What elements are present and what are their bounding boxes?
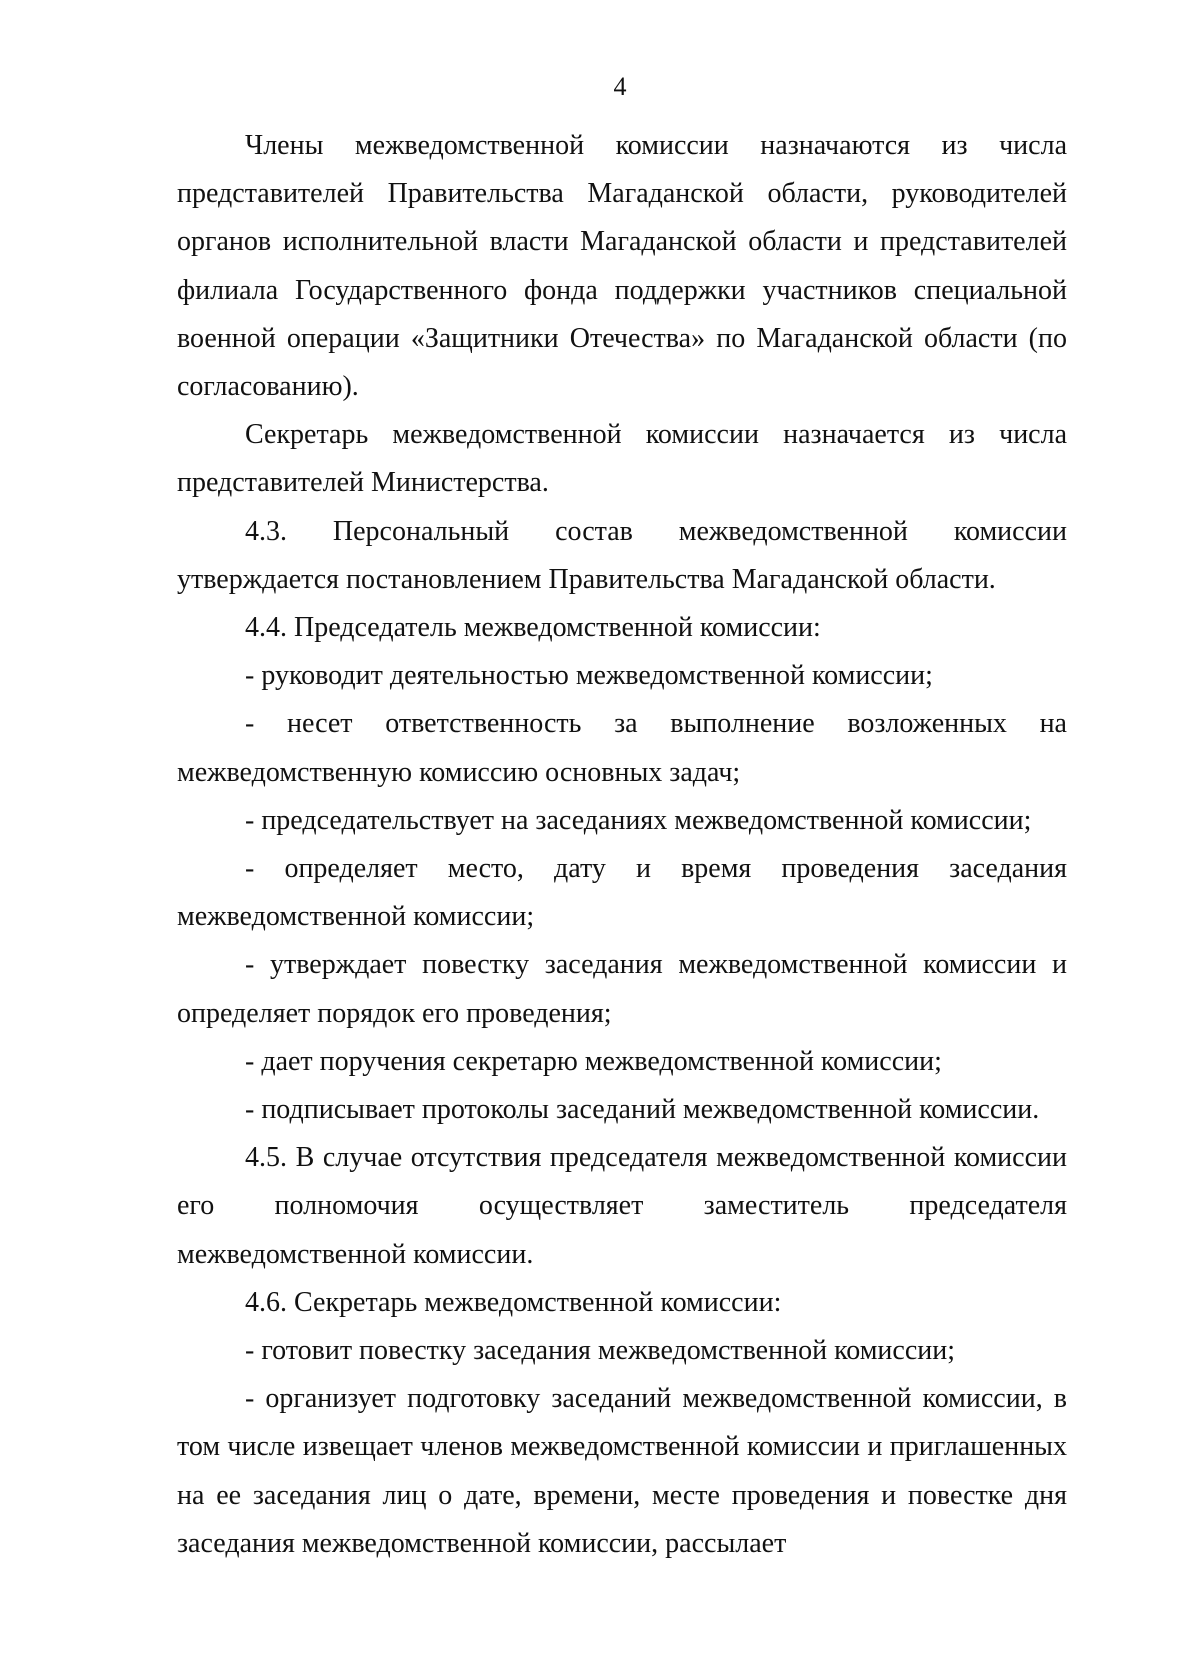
paragraph-4-4-heading: 4.4. Председатель межведомственной комиссии: — [245, 612, 821, 644]
list-item-chair-leads: - руководит деятельностью межведомственной комиссии; — [245, 660, 933, 692]
document-body — [177, 122, 1067, 1568]
paragraph-4-6-heading: 4.6. Секретарь межведомственной комиссии: — [245, 1286, 782, 1318]
paragraph-secretary-appointment: Секретарь межведомственной комиссии назначается из числа представителей Министерства. — [177, 419, 1067, 499]
paragraph-4-3: 4.3. Персональный состав межведомственной комиссии утверждается постановлением Правительства Магаданской области. — [177, 515, 1067, 595]
paragraph-members: Члены межведомственной комиссии назначаются из числа представителей Правительства Магаданской области, руководителей органов исполнительной власти Магаданской области и представителей филиала Государственного фонда поддержки участников специальной военной операции «Защитники Отечества» по Магаданской области (по согласованию). — [177, 130, 1067, 403]
list-item-chair-signs: - подписывает протоколы заседаний межведомственной комиссии. — [245, 1094, 1040, 1126]
list-item-chair-responsible: - несет ответственность за выполнение возложенных на межведомственную комиссию основных задач; — [177, 708, 1067, 788]
list-item-chair-approves-agenda: - утверждает повестку заседания межведомственной комиссии и определяет порядок его проведения; — [177, 949, 1067, 1029]
paragraph-4-5: 4.5. В случае отсутствия председателя межведомственной комиссии его полномочия осуществляет заместитель председателя межведомственной комиссии. — [177, 1142, 1067, 1270]
list-item-secretary-agenda: - готовит повестку заседания межведомственной комиссии; — [245, 1335, 956, 1367]
list-item-chair-sets-meeting: - определяет место, дату и время проведения заседания межведомственной комиссии; — [177, 853, 1067, 933]
page-number: 4 — [613, 72, 627, 101]
list-item-chair-instructs: - дает поручения секретарю межведомственной комиссии; — [245, 1045, 942, 1077]
list-item-secretary-organizes: - организует подготовку заседаний межведомственной комиссии, в том числе извещает членов межведомственной комиссии и приглашенных на ее заседания лиц о дате, времени, месте проведения и повестке дня заседания межведомственной комиссии, рассылает — [177, 1383, 1067, 1559]
list-item-chair-presides: - председательствует на заседаниях межведомственной комиссии; — [245, 804, 1032, 836]
